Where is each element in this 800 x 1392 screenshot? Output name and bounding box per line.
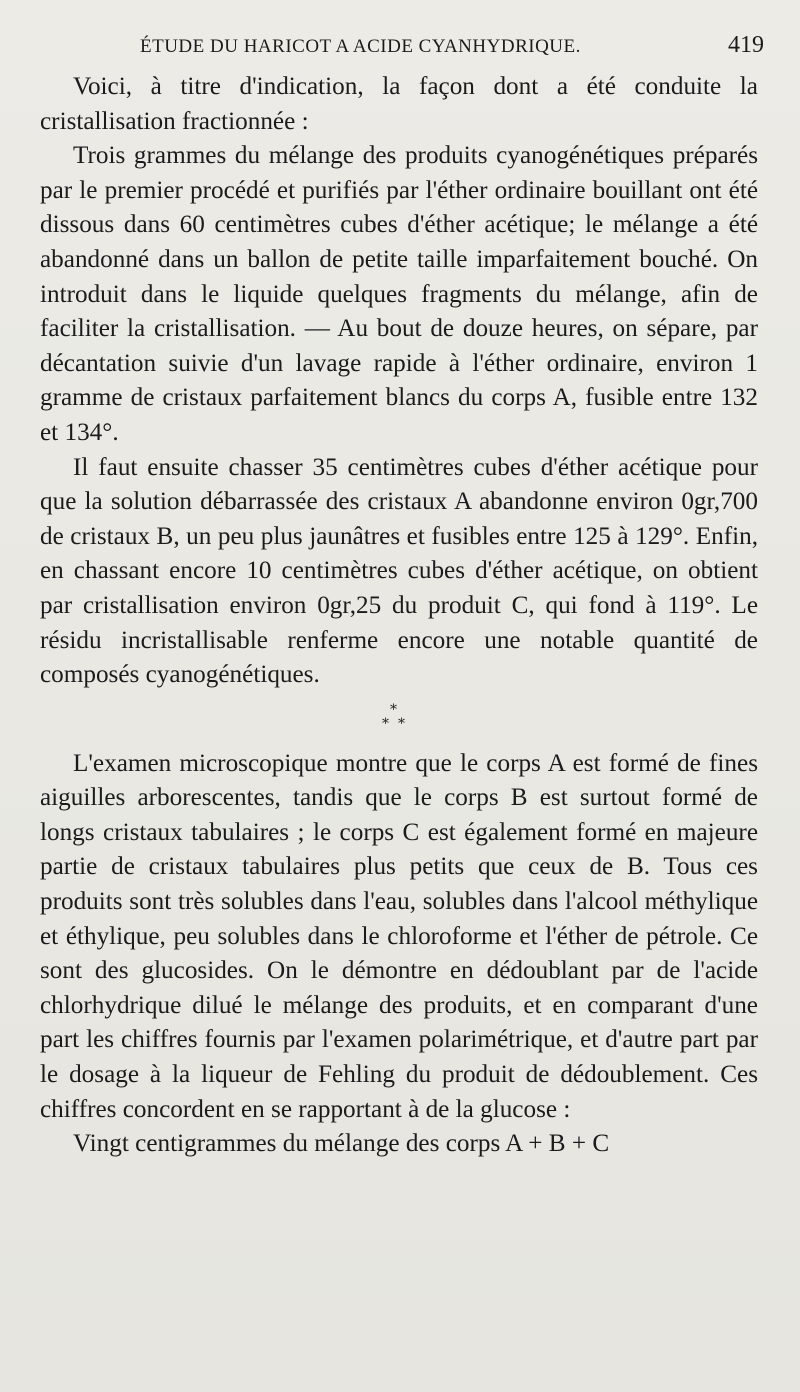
running-title: ÉTUDE DU HARICOT A ACIDE CYANHYDRIQUE. bbox=[140, 36, 581, 57]
asterism-star: * bbox=[382, 715, 389, 732]
paragraph-fractions: Il faut ensuite chasser 35 centimètres cubes d'éther acétique pour que la solution débarrassée des cristaux A abandonne environ 0gr,700 de cristaux B, un peu plus jaunâtres et fusibles entre 125 à 129°. Enfin, en chassant encore 10 centimètres cubes d'éther acétique, on obtient par cristallisation environ 0gr,25 du produit C, qui fond à 119°. Le résidu incristallisable renferme encore une notable quantité de composés cyanogénétiques. bbox=[40, 453, 758, 689]
page-number: 419 bbox=[728, 32, 764, 58]
asterism-star: * bbox=[398, 715, 405, 732]
body-text bbox=[40, 70, 758, 1162]
paragraph-procedure: Trois grammes du mélange des produits cyanogénétiques préparés par le premier procédé et purifiés par l'éther ordinaire bouillant ont été dissous dans 60 centimètres cubes d'éther acétique; le mélange a été abandonné dans un ballon de petite taille imparfaitement bouché. On introduit dans le liquide quelques fragments du mélange, afin de faciliter la cristallisation. — Au bout de douze heures, on sépare, par décantation suivie d'un lavage rapide à l'éther ordinaire, environ 1 gramme de cristaux parfaitement blancs du corps A, fusible entre 132 et 134°. bbox=[40, 142, 758, 446]
paragraph-intro: Voici, à titre d'indication, la façon dont a été conduite la cristallisation fractionnée : bbox=[40, 73, 758, 135]
page-header bbox=[140, 32, 764, 62]
paragraph-continuation: Vingt centigrammes du mélange des corps A + B + C bbox=[73, 1130, 610, 1158]
paragraph-microscopic-exam: L'examen microscopique montre que le corps A est formé de fines aiguilles arborescentes, tandis que le corps B est surtout formé de longs cristaux tabulaires ; le corps C est également formé en majeure partie de cristaux tabulaires plus petits que ceux de B. Tous ces produits sont très solubles dans l'eau, solubles dans l'alcool méthylique et éthylique, peu solubles dans le chloroforme et l'éther de pétrole. Ce sont des glucosides. On le démontre en dédoublant par de l'acide chlorhydrique dilué le mélange des produits, et en comparant d'une part les chiffres fournis par l'examen polarimétrique, et d'autre part par le dosage à la liqueur de Fehling du produit de dédoublement. Ces chiffres concordent en se rapportant à de la glucose : bbox=[40, 749, 758, 1123]
section-asterism bbox=[40, 699, 758, 747]
asterism-star: * bbox=[390, 701, 397, 718]
